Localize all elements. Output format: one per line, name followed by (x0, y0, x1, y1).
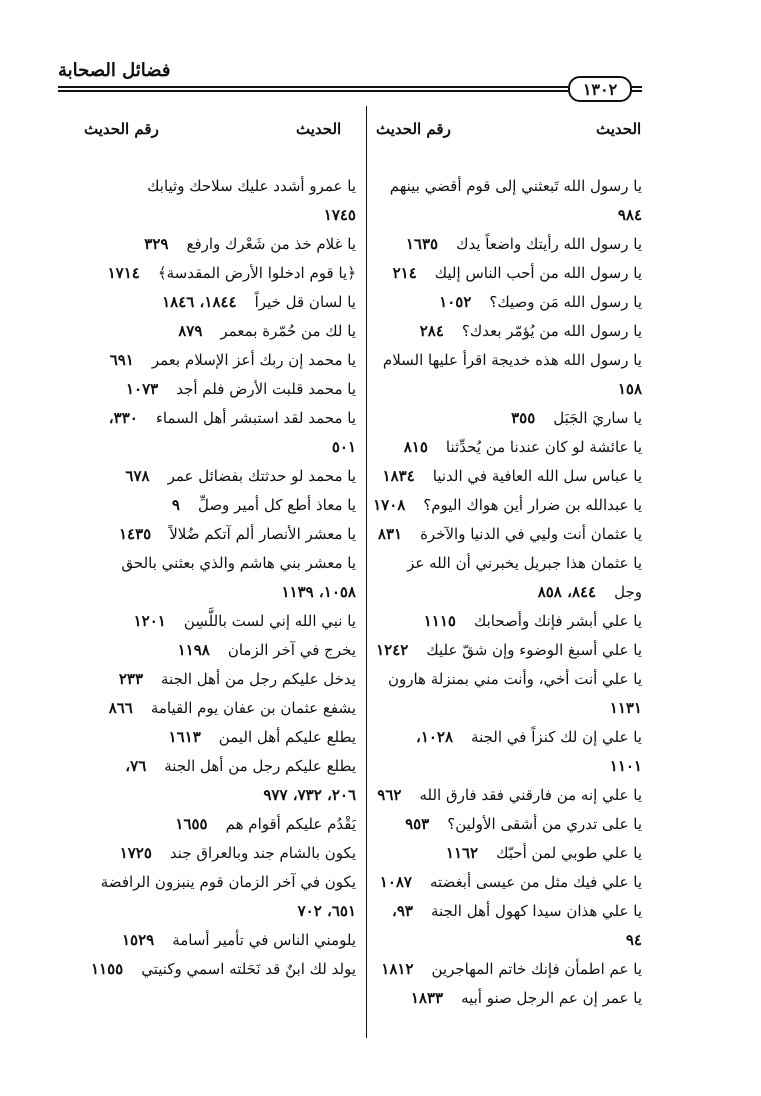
index-entry (344, 433, 642, 462)
hadith-text: يا عثمان هذا جبريل يخبرني أن الله عز (407, 554, 642, 572)
index-entry (344, 665, 642, 694)
index-entry (344, 781, 642, 810)
hadith-number: ١٠٨٧ (379, 873, 412, 891)
hadith-text: يا على تدري من أشقى الأولين؟ (447, 815, 642, 833)
hadith-number: ١٧٠٨ (373, 496, 406, 514)
right-index-column (344, 172, 642, 1013)
index-entry (344, 839, 642, 868)
hadith-number: ١١٥٥ (91, 960, 124, 978)
hadith-number: ٨٣١ (377, 525, 403, 543)
hadith-number: ٦٩١ (109, 351, 134, 369)
hadith-number: ٨٦٦ (108, 699, 133, 717)
index-entry (344, 520, 642, 549)
hadith-text: يا عثمان أنت وليي في الدنيا والآخرة (420, 525, 642, 543)
hadith-number: ٣٢٩ (144, 235, 169, 253)
hadith-text: يا رسول الله من أحب الناس إليك (434, 264, 642, 282)
index-entry (58, 752, 356, 781)
hadith-number: ١٤٣٥ (118, 525, 152, 543)
hadith-number: ١١٩٨ (177, 641, 210, 659)
hadith-text: يا رسول الله رأيتك واضعاً يدك (456, 235, 642, 253)
hadith-text: يا رسول الله من يُؤمّر بعدك؟ (461, 322, 642, 340)
hadith-number: ٨٧٩ (178, 322, 203, 340)
hadith-text: يا عبدالله بن ضرار أين هواك اليوم؟ (423, 496, 642, 514)
index-entry (344, 259, 642, 288)
hadith-number: ١٨٣٤ (382, 467, 415, 485)
hadith-number: ١٧٤٥ (323, 206, 356, 224)
hadith-text: يا علي إن لك كنزاً في الجنة (471, 728, 642, 746)
hadith-number: ٨٤٤، ٨٥٨ (537, 583, 597, 601)
hadith-text: يا محمد لو حدثتك بفضائل عمر (167, 467, 356, 485)
hadith-text: يطلع عليكم أهل اليمن (218, 728, 356, 746)
index-entry (58, 636, 356, 665)
hadith-number: ٣٣٠، (108, 409, 138, 427)
hadith-text: يا عباس سل الله العافية في الدنيا (432, 467, 642, 485)
hadith-text: يا لك من حُمّرة بمعمر (220, 322, 356, 340)
left-index-column (58, 172, 356, 984)
hadith-number: ١٨٤٤، ١٨٤٦ (162, 293, 237, 311)
index-entry (58, 868, 356, 897)
hadith-text: يا محمد إن ربك أعز الإسلام بعمر (151, 351, 356, 369)
hadith-number: ١٠٥٢ (439, 293, 472, 311)
index-entry (58, 926, 356, 955)
hadith-number: ١٨١٢ (381, 960, 414, 978)
hadith-number: ١١٣١ (609, 699, 642, 717)
hadith-text: يخرج في آخر الزمان (227, 641, 356, 659)
hadith-number: ١٢٤٢ (376, 641, 409, 659)
index-entry (58, 839, 356, 868)
hadith-text: يا معشر الأنصار ألم آتكم ضُلالاً (169, 525, 356, 543)
hadith-text: يشفع عثمان بن عفان يوم القيامة (150, 699, 356, 717)
index-entry (58, 462, 356, 491)
hadith-text: وجل (614, 583, 642, 601)
index-entry (58, 665, 356, 694)
index-entry (58, 578, 356, 607)
index-entry (344, 230, 642, 259)
hadith-text: يا علي طوبي لمن أحبّك (496, 844, 642, 862)
hadith-text: يا عمرو أشدد عليك سلاحك وثيابك (147, 177, 356, 195)
index-entry (344, 317, 642, 346)
hadith-number: ١١٠١ (609, 757, 642, 775)
index-entry (344, 288, 642, 317)
header-rule-top (58, 86, 568, 88)
left-number-header: رقم الحديث (84, 120, 159, 138)
hadith-number: ٩٨٤ (617, 206, 642, 224)
hadith-number: ٢٣٣ (118, 670, 143, 688)
hadith-text: يا عائشة لو كان عندنا من يُحدِّثنا (445, 438, 642, 456)
hadith-text: يكون في آخر الزمان قوم ينبزون الرافضة (100, 873, 356, 891)
hadith-number: ٢٠٦، ٧٣٢، ٩٧٧ (263, 786, 356, 804)
hadith-number: ١٦٣٥ (405, 235, 439, 253)
hadith-number: ١٦١٣ (168, 728, 201, 746)
hadith-number: ٩٥٣ (405, 815, 430, 833)
left-hadith-header: الحديث (296, 120, 342, 138)
index-entry (58, 404, 356, 433)
hadith-text: يا علي أسبغ الوضوء وإن شقّ عليك (426, 641, 642, 659)
index-entry (58, 288, 356, 317)
hadith-text: يا عم اطمأن فإنك خاتم المهاجرين (431, 960, 642, 978)
hadith-number: ٩٤ (625, 931, 642, 949)
index-entry (344, 201, 642, 230)
hadith-number: ١٠٧٣ (125, 380, 159, 398)
index-entry (344, 868, 642, 897)
hadith-text: ﴿يا قوم ادخلوا الأرض المقدسة﴾ (157, 264, 356, 282)
index-entry (344, 984, 642, 1013)
index-entry (58, 897, 356, 926)
hadith-number: ١٢٠١ (133, 612, 166, 630)
hadith-text: يكون بالشام جند وبالعراق جند (169, 844, 356, 862)
index-entry (344, 491, 642, 520)
hadith-number: ١٨٣٣ (410, 989, 444, 1007)
index-entry (58, 230, 356, 259)
hadith-number: ٩ (171, 496, 180, 514)
hadith-number: ١١١٥ (423, 612, 456, 630)
index-entry (344, 375, 642, 404)
hadith-number: ١٦٥٥ (175, 815, 208, 833)
hadith-number: ٨١٥ (403, 438, 428, 456)
hadith-number: ٩٦٢ (377, 786, 402, 804)
index-entry (58, 723, 356, 752)
index-entry (344, 346, 642, 375)
hadith-text: يا رسول الله تَبعثني إلى قوم أقضي بينهم (389, 177, 642, 195)
hadith-text: يا علي إنه من فارقني فقد فارق الله (419, 786, 642, 804)
hadith-text: يطلع عليكم رجل من أهل الجنة (164, 757, 356, 775)
index-entry (58, 607, 356, 636)
index-entry (344, 723, 642, 752)
index-entry (58, 955, 356, 984)
hadith-number: ١٠٥٨، ١١٣٩ (281, 583, 356, 601)
index-entry (58, 549, 356, 578)
index-entry (344, 897, 642, 926)
hadith-number: ٩٣، (392, 902, 413, 920)
hadith-text: يَقْدُم عليكم أقوام هم (225, 815, 356, 833)
hadith-text: يدخل عليكم رجل من أهل الجنة (161, 670, 356, 688)
index-entry (58, 694, 356, 723)
index-entry (58, 491, 356, 520)
index-entry (344, 549, 642, 578)
right-number-header: رقم الحديث (376, 120, 451, 138)
index-entry (58, 317, 356, 346)
hadith-number: ١٧١٤ (107, 264, 140, 282)
index-entry (344, 607, 642, 636)
hadith-text: يا علي هذان سيدا كهول أهل الجنة (430, 902, 642, 920)
hadith-number: ٥٠١ (331, 438, 356, 456)
header-rule-bottom (58, 90, 568, 92)
index-entry (58, 201, 356, 230)
hadith-text: يا رسول الله مَن وصيك؟ (489, 293, 642, 311)
book-title: فضائل الصحابة (58, 60, 171, 81)
index-entry (344, 404, 642, 433)
index-entry (58, 810, 356, 839)
index-entry (58, 172, 356, 201)
hadith-text: يا لسان قل خيراً (254, 293, 356, 311)
hadith-number: ٦٥١، ٧٠٢ (297, 902, 356, 920)
index-entry (58, 259, 356, 288)
hadith-text: يا معاذ أطع كل أمير وصلِّ (197, 496, 356, 514)
index-entry (58, 346, 356, 375)
index-entry (344, 752, 642, 781)
index-entry (58, 375, 356, 404)
index-entry (344, 578, 642, 607)
hadith-text: يا معشر بني هاشم والذي بعثني بالحق (121, 554, 356, 572)
index-entry (344, 926, 642, 955)
hadith-number: ١٠٢٨، (415, 728, 454, 746)
hadith-number: ١١٦٢ (445, 844, 479, 862)
hadith-text: يا غلام خذ من شَعْرك وارفع (186, 235, 356, 253)
index-entry (344, 636, 642, 665)
hadith-text: يا علي أنت أخي، وأنت مني بمنزلة هارون (387, 670, 642, 688)
hadith-number: ١٥٨ (617, 380, 642, 398)
index-entry (58, 781, 356, 810)
hadith-number: ٦٧٨ (125, 467, 150, 485)
hadith-number: ١٧٢٥ (119, 844, 152, 862)
hadith-text: يا علي فيك مثل من عيسى أبغضته (430, 873, 642, 891)
index-entry (58, 433, 356, 462)
page-number-badge: ١٣٠٢ (568, 76, 632, 102)
index-entry (344, 694, 642, 723)
hadith-number: ٣٥٥ (511, 409, 536, 427)
hadith-text: يا عمر إن عم الرجل صنو أبيه (461, 989, 642, 1007)
hadith-text: يولد لك ابنٌ قد نَحَلته اسمي وكنيتي (141, 960, 356, 978)
hadith-text: يا نبي الله إني لست باللَّسِن (183, 612, 356, 630)
hadith-number: ٢٨٤ (419, 322, 444, 340)
hadith-text: يا محمد قلبت الأرض فلم أجد (176, 380, 356, 398)
hadith-number: ٧٦، (125, 757, 147, 775)
hadith-number: ١٥٢٩ (121, 931, 155, 949)
hadith-text: يا رسول الله هذه خديجة اقرأ عليها السلام (382, 351, 642, 369)
index-entry (344, 955, 642, 984)
right-hadith-header: الحديث (596, 120, 642, 138)
hadith-number: ٢١٤ (392, 264, 417, 282)
index-entry (344, 810, 642, 839)
index-entry (344, 462, 642, 491)
index-entry (58, 520, 356, 549)
index-entry (344, 172, 642, 201)
hadith-text: يا محمد لقد استبشر أهل السماء (155, 409, 356, 427)
hadith-text: يلومني الناس في تأمير أسامة (172, 931, 356, 949)
hadith-text: يا ساريَ الجَبَل (553, 409, 642, 427)
hadith-text: يا علي أبشر فإنك وأصحابك (473, 612, 642, 630)
